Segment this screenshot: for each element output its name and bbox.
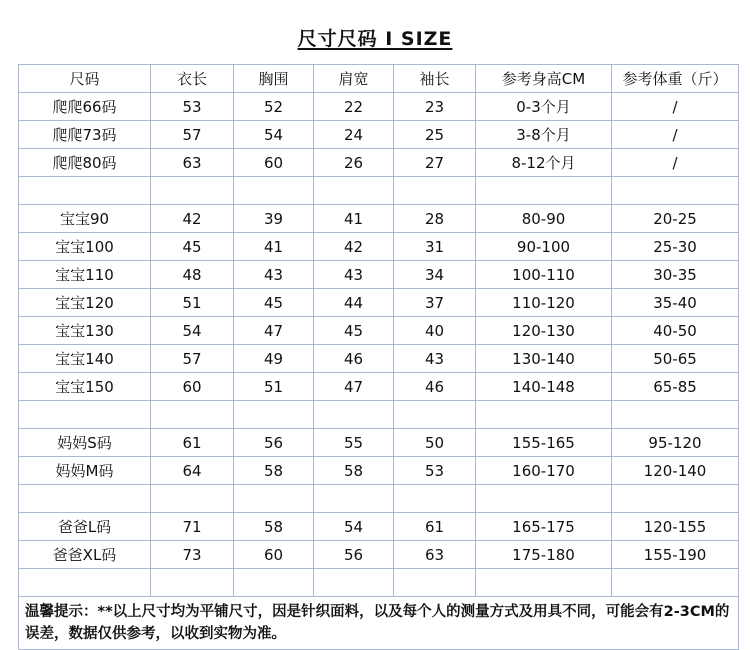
table-row <box>19 261 739 289</box>
table-cell: 140-148 <box>476 373 612 401</box>
table-cell: / <box>612 149 739 177</box>
empty-cell <box>151 177 234 205</box>
table-cell: 60 <box>151 373 234 401</box>
empty-cell <box>151 401 234 429</box>
table-row <box>19 205 739 233</box>
table-cell: 54 <box>151 317 234 345</box>
table-cell: 50 <box>394 429 476 457</box>
page-title <box>0 24 750 51</box>
table-cell: 20-25 <box>612 205 739 233</box>
table-cell: 3-8个月 <box>476 121 612 149</box>
table-cell: 43 <box>234 261 314 289</box>
empty-cell <box>476 401 612 429</box>
empty-cell <box>314 485 394 513</box>
table-row <box>19 541 739 569</box>
table-cell: 39 <box>234 205 314 233</box>
empty-cell <box>234 569 314 597</box>
empty-cell <box>151 569 234 597</box>
header-row <box>19 65 739 93</box>
table-cell: 45 <box>234 289 314 317</box>
size-name-cell: 爬爬73码 <box>19 121 151 149</box>
header-cell: 尺码 <box>19 65 151 93</box>
table-cell: 71 <box>151 513 234 541</box>
note-cell <box>19 597 739 650</box>
empty-cell <box>476 569 612 597</box>
table-cell: 35-40 <box>612 289 739 317</box>
table-cell: 51 <box>234 373 314 401</box>
table-row <box>19 345 739 373</box>
empty-cell <box>151 485 234 513</box>
table-cell: 42 <box>314 233 394 261</box>
table-cell: 130-140 <box>476 345 612 373</box>
empty-cell <box>234 177 314 205</box>
table-cell: 120-140 <box>612 457 739 485</box>
table-cell: 56 <box>234 429 314 457</box>
table-cell: 22 <box>314 93 394 121</box>
table-cell: 49 <box>234 345 314 373</box>
empty-cell <box>394 177 476 205</box>
table-cell: 73 <box>151 541 234 569</box>
header-cell: 胸围 <box>234 65 314 93</box>
empty-cell <box>612 401 739 429</box>
header-cell: 肩宽 <box>314 65 394 93</box>
table-cell: 30-35 <box>612 261 739 289</box>
header-cell: 衣长 <box>151 65 234 93</box>
table-cell: 55 <box>314 429 394 457</box>
table-cell: 45 <box>151 233 234 261</box>
table-row <box>19 233 739 261</box>
spacer-row <box>19 569 739 597</box>
empty-cell <box>394 485 476 513</box>
table-row <box>19 121 739 149</box>
size-name-cell: 宝宝130 <box>19 317 151 345</box>
table-row <box>19 429 739 457</box>
size-name-cell: 爸爸L码 <box>19 513 151 541</box>
table-cell: / <box>612 93 739 121</box>
table-cell: 80-90 <box>476 205 612 233</box>
table-cell: 56 <box>314 541 394 569</box>
table-cell: 61 <box>151 429 234 457</box>
empty-cell <box>19 569 151 597</box>
table-cell: 45 <box>314 317 394 345</box>
table-cell: 58 <box>234 457 314 485</box>
table-cell: 40 <box>394 317 476 345</box>
table-cell: 48 <box>151 261 234 289</box>
empty-cell <box>476 177 612 205</box>
empty-cell <box>234 401 314 429</box>
table-cell: 46 <box>394 373 476 401</box>
empty-cell <box>612 569 739 597</box>
table-cell: 58 <box>314 457 394 485</box>
table-cell: 47 <box>234 317 314 345</box>
table-cell: 44 <box>314 289 394 317</box>
table-cell: 95-120 <box>612 429 739 457</box>
table-cell: 52 <box>234 93 314 121</box>
table-cell: 165-175 <box>476 513 612 541</box>
table-cell: 60 <box>234 541 314 569</box>
table-cell: 175-180 <box>476 541 612 569</box>
table-cell: 155-165 <box>476 429 612 457</box>
size-name-cell: 妈妈M码 <box>19 457 151 485</box>
table-cell: 8-12个月 <box>476 149 612 177</box>
table-cell: 110-120 <box>476 289 612 317</box>
empty-cell <box>394 569 476 597</box>
empty-cell <box>612 485 739 513</box>
table-cell: 51 <box>151 289 234 317</box>
empty-cell <box>314 569 394 597</box>
spacer-row <box>19 401 739 429</box>
table-cell: 63 <box>151 149 234 177</box>
table-cell: 28 <box>394 205 476 233</box>
table-cell: 61 <box>394 513 476 541</box>
table-cell: 25 <box>394 121 476 149</box>
table-cell: 120-130 <box>476 317 612 345</box>
table-cell: 31 <box>394 233 476 261</box>
table-cell: 90-100 <box>476 233 612 261</box>
table-cell: 40-50 <box>612 317 739 345</box>
table-cell: 58 <box>234 513 314 541</box>
size-name-cell: 宝宝110 <box>19 261 151 289</box>
empty-cell <box>234 485 314 513</box>
size-name-cell: 宝宝90 <box>19 205 151 233</box>
empty-cell <box>314 401 394 429</box>
header-cell: 参考体重（斤） <box>612 65 739 93</box>
table-cell: 60 <box>234 149 314 177</box>
spacer-row <box>19 177 739 205</box>
table-row <box>19 317 739 345</box>
size-name-cell: 妈妈S码 <box>19 429 151 457</box>
table-cell: 100-110 <box>476 261 612 289</box>
empty-cell <box>19 401 151 429</box>
table-cell: 27 <box>394 149 476 177</box>
header-cell: 袖长 <box>394 65 476 93</box>
table-cell: 24 <box>314 121 394 149</box>
empty-cell <box>19 177 151 205</box>
table-row <box>19 373 739 401</box>
table-cell: 0-3个月 <box>476 93 612 121</box>
table-cell: 65-85 <box>612 373 739 401</box>
table-row <box>19 289 739 317</box>
size-name-cell: 爬爬66码 <box>19 93 151 121</box>
size-chart-table <box>18 64 739 650</box>
table-body <box>19 65 739 650</box>
table-cell: 155-190 <box>612 541 739 569</box>
table-cell: 54 <box>314 513 394 541</box>
size-name-cell: 宝宝150 <box>19 373 151 401</box>
table-cell: 47 <box>314 373 394 401</box>
table-cell: / <box>612 121 739 149</box>
table-cell: 53 <box>394 457 476 485</box>
note-row <box>19 597 739 650</box>
table-cell: 63 <box>394 541 476 569</box>
empty-cell <box>314 177 394 205</box>
title-text: 尺寸尺码 I SIZE <box>297 28 453 50</box>
size-name-cell: 宝宝120 <box>19 289 151 317</box>
size-name-cell: 爸爸XL码 <box>19 541 151 569</box>
table-cell: 43 <box>314 261 394 289</box>
table-cell: 64 <box>151 457 234 485</box>
table-cell: 57 <box>151 345 234 373</box>
table-cell: 26 <box>314 149 394 177</box>
table-row <box>19 513 739 541</box>
table-row <box>19 149 739 177</box>
size-name-cell: 宝宝140 <box>19 345 151 373</box>
table-cell: 34 <box>394 261 476 289</box>
size-name-cell: 爬爬80码 <box>19 149 151 177</box>
spacer-row <box>19 485 739 513</box>
table-cell: 41 <box>314 205 394 233</box>
table-cell: 43 <box>394 345 476 373</box>
table-cell: 54 <box>234 121 314 149</box>
size-note-text: 温馨提示：**以上尺寸均为平铺尺寸，因是针织面料，以及每个人的测量方式及用具不同，可能会有2-3CM的误差，数据仅供参考，以收到实物为准。 <box>25 604 730 642</box>
empty-cell <box>19 485 151 513</box>
table-row <box>19 457 739 485</box>
table-cell: 41 <box>234 233 314 261</box>
table-cell: 57 <box>151 121 234 149</box>
empty-cell <box>476 485 612 513</box>
table-cell: 46 <box>314 345 394 373</box>
table-cell: 120-155 <box>612 513 739 541</box>
table-cell: 160-170 <box>476 457 612 485</box>
table-row <box>19 93 739 121</box>
empty-cell <box>612 177 739 205</box>
table-cell: 53 <box>151 93 234 121</box>
header-cell: 参考身高CM <box>476 65 612 93</box>
size-name-cell: 宝宝100 <box>19 233 151 261</box>
empty-cell <box>394 401 476 429</box>
table-cell: 37 <box>394 289 476 317</box>
table-cell: 23 <box>394 93 476 121</box>
table-cell: 42 <box>151 205 234 233</box>
table-cell: 25-30 <box>612 233 739 261</box>
table-cell: 50-65 <box>612 345 739 373</box>
